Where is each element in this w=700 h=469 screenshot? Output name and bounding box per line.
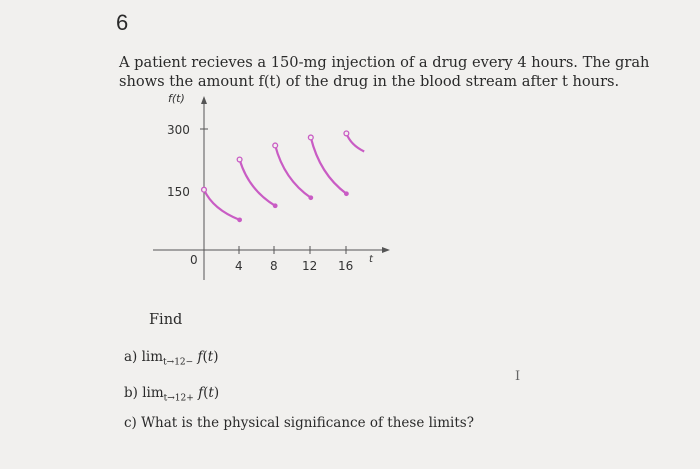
curve-segment-1 <box>204 190 240 220</box>
curve-end-point-4 <box>344 191 349 196</box>
x-tick-label-12: 12 <box>302 259 318 273</box>
y-tick-label-0: 0 <box>190 253 198 267</box>
curve-start-point-3 <box>273 143 278 148</box>
text-cursor-icon: I <box>515 369 521 384</box>
curve-segment-4 <box>311 137 347 193</box>
part-a <box>124 349 219 368</box>
curve-segment-5 <box>346 133 364 151</box>
curve-start-point-1 <box>202 187 207 192</box>
curve-end-point-2 <box>273 203 278 208</box>
part-b-subscript: t→12+ <box>163 393 194 404</box>
part-b <box>124 385 219 404</box>
curve-start-point-4 <box>308 135 313 140</box>
curve-segment-2 <box>240 160 276 206</box>
find-label: Find <box>149 312 183 328</box>
part-c: c) What is the physical significance of these limits? <box>124 415 474 431</box>
problem-statement: A patient recieves a 150-mg injection of a drug every 4 hours. The grah shows the amount f(t) of the drug in the blood stream after t hours. <box>119 54 650 90</box>
curve-start-point-2 <box>237 157 242 162</box>
drug-curves <box>202 131 365 222</box>
part-b-function: f(t) <box>198 385 220 401</box>
question-number: 6 <box>116 10 129 35</box>
y-tick-label-300: 300 <box>167 123 190 137</box>
part-a-subscript: t→12− <box>163 357 194 368</box>
y-axis-label: f(t) <box>168 92 185 105</box>
x-axis-label: t <box>369 254 373 265</box>
x-axis-arrow <box>382 247 390 253</box>
curve-start-point-5 <box>344 131 349 136</box>
y-tick-label-150: 150 <box>167 185 190 199</box>
x-tick-label-16: 16 <box>338 259 354 273</box>
curve-end-point-3 <box>308 195 313 200</box>
part-b-prefix: b) lim <box>124 385 164 401</box>
part-a-prefix: a) lim <box>124 349 164 365</box>
x-tick-label-8: 8 <box>270 259 278 273</box>
x-tick-label-4: 4 <box>235 259 243 273</box>
part-a-function: f(t) <box>197 349 219 365</box>
y-axis-arrow <box>201 96 207 104</box>
curve-end-point-1 <box>237 217 242 222</box>
curve-segment-3 <box>275 145 311 197</box>
